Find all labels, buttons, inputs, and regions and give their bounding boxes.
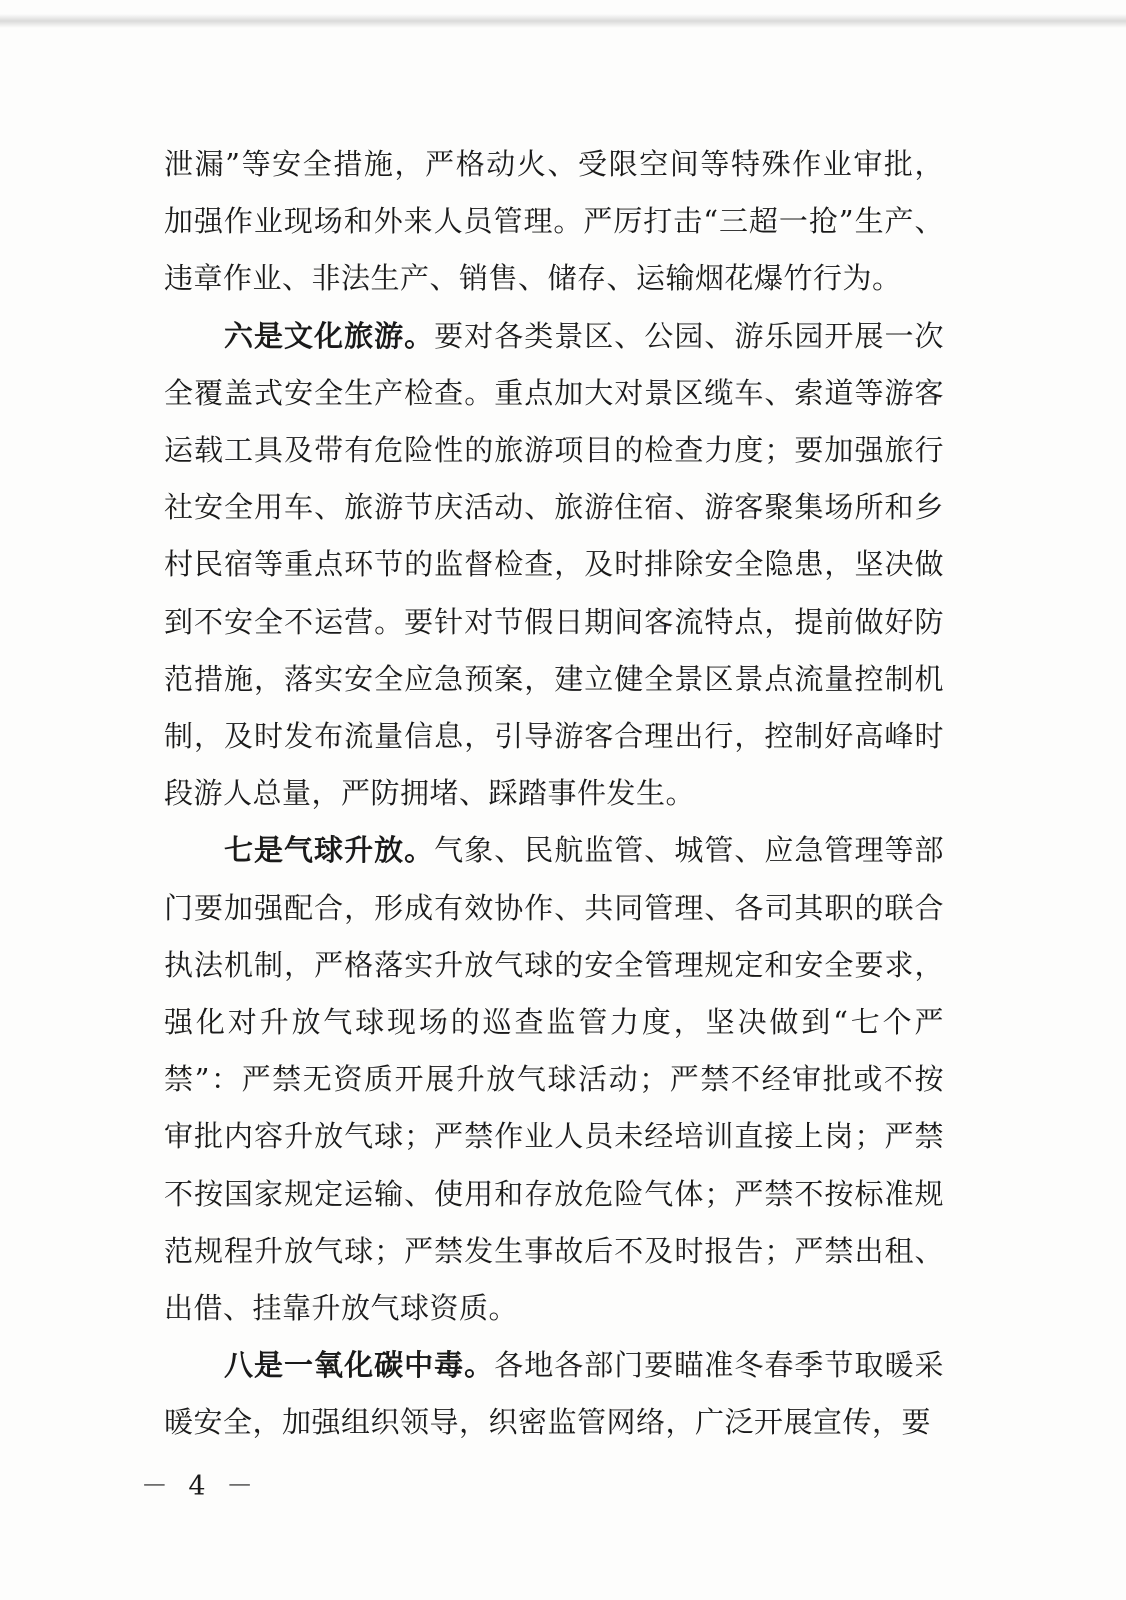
paragraph-text: 气象、民航监管、城管、应急管理等部门要加强配合，形成有效协作、共同管理、各司其职的联合执法机制，严格落实升放气球的安全管理规定和安全要求，强化对升放气球现场的巡查监管力度，坚决做到“七个严禁”：严禁无资质开展升放气球活动；严禁不经审批或不按审批内容升放气球；严禁作业人员未经培训直接上岗；严禁不按国家规定运输、使用和存放危险气体；严禁不按标准规范规程升放气球；严禁发生事故后不及时报告；严禁出租、出借、挂靠升放气球资质。 [164,833,944,1326]
paragraph-text: 要对各类景区、公园、游乐园开展一次全覆盖式安全生产检查。重点加大对景区缆车、索道等游客运载工具及带有危险性的旅游项目的检查力度；要加强旅行社安全用车、旅游节庆活动、旅游住宿、游客聚集场所和乡村民宿等重点环节的监督检查，及时排除安全隐患，坚决做到不安全不运营。要针对节假日期间客流特点，提前做好防范措施，落实安全应急预案，建立健全景区景点流量控制机制，及时发布流量信息，引导游客合理出行，控制好高峰时段游人总量，严防拥堵、踩踏事件发生。 [164,318,944,811]
section-heading: 八是一氧化碳中毒。 [224,1348,495,1383]
paragraph-culture-tourism [164,308,944,823]
paragraph-carbon-monoxide [164,1337,944,1451]
page-number: － 4 － [140,1471,260,1502]
paragraph-continuation [164,136,944,308]
paragraph-text: 各地各部门要瞄准冬春季节取暖采暖安全，加强组织领导，织密监管网络，广泛开展宣传，要 [164,1348,944,1440]
document-body [164,136,944,1452]
paragraph-balloon-release [164,822,944,1337]
section-heading: 七是气球升放。 [224,833,435,868]
scan-edge-shadow [0,14,1126,28]
paragraph-text: 泄漏”等安全措施，严格动火、受限空间等特殊作业审批，加强作业现场和外来人员管理。严厉打击“三超一抢”生产、违章作业、非法生产、销售、储存、运输烟花爆竹行为。 [164,147,944,296]
section-heading: 六是文化旅游。 [224,318,435,353]
